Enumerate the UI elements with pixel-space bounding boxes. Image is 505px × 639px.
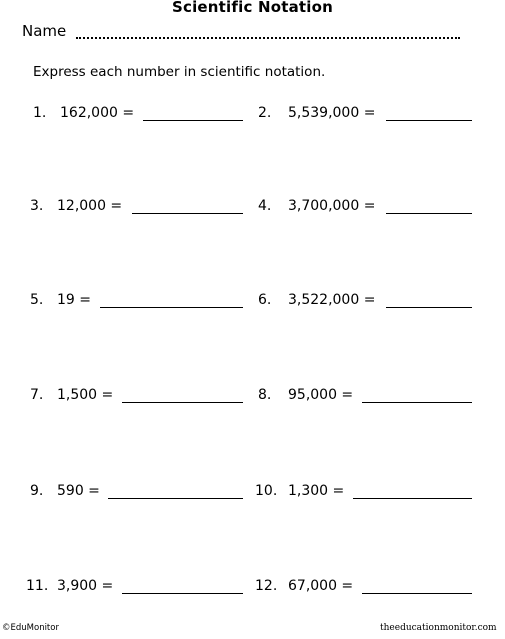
problem-number: 8. [258, 387, 272, 403]
problem-9 [30, 481, 245, 503]
problem-number: 5. [30, 292, 44, 308]
answer-line[interactable] [122, 402, 243, 403]
problem-expression: 5,539,000 = [288, 105, 376, 121]
problem-expression: 95,000 = [288, 387, 354, 403]
answer-line[interactable] [132, 213, 243, 214]
answer-line[interactable] [386, 213, 472, 214]
problem-11 [26, 576, 245, 598]
answer-line[interactable] [386, 120, 472, 121]
problem-2 [258, 103, 474, 125]
answer-line[interactable] [122, 593, 243, 594]
name-row [22, 21, 462, 43]
website-text: theeducationmonitor.com [380, 623, 497, 633]
instructions: Express each number in scientific notation. [33, 64, 326, 80]
problem-5 [30, 290, 245, 312]
answer-line[interactable] [362, 402, 472, 403]
problem-expression: 67,000 = [288, 578, 354, 594]
problem-number: 10. [255, 483, 278, 499]
problem-expression: 590 = [57, 483, 100, 499]
answer-line[interactable] [108, 498, 243, 499]
answer-line[interactable] [143, 120, 243, 121]
problem-number: 7. [30, 387, 44, 403]
problem-number: 1. [33, 105, 47, 121]
problem-number: 9. [30, 483, 44, 499]
problem-number: 6. [258, 292, 272, 308]
problem-expression: 162,000 = [60, 105, 135, 121]
name-label: Name [22, 22, 67, 40]
problem-12 [255, 576, 474, 598]
problem-10 [255, 481, 474, 503]
problem-number: 11. [26, 578, 49, 594]
problem-expression: 19 = [57, 292, 91, 308]
name-field[interactable] [76, 37, 460, 39]
problem-number: 3. [30, 198, 44, 214]
problem-number: 12. [255, 578, 278, 594]
problem-4 [258, 196, 474, 218]
answer-line[interactable] [362, 593, 472, 594]
answer-line[interactable] [100, 307, 243, 308]
problem-expression: 3,700,000 = [288, 198, 376, 214]
problem-7 [30, 385, 245, 407]
problem-number: 2. [258, 105, 272, 121]
problem-expression: 1,300 = [288, 483, 345, 499]
problem-6 [258, 290, 474, 312]
problem-3 [30, 196, 245, 218]
answer-line[interactable] [386, 307, 472, 308]
problem-expression: 3,900 = [57, 578, 114, 594]
worksheet-title: Scientific Notation [171, 0, 334, 16]
problem-expression: 1,500 = [57, 387, 114, 403]
problem-8 [258, 385, 474, 407]
problem-1 [33, 103, 245, 125]
problem-number: 4. [258, 198, 272, 214]
problem-expression: 3,522,000 = [288, 292, 376, 308]
answer-line[interactable] [353, 498, 472, 499]
problem-expression: 12,000 = [57, 198, 123, 214]
copyright-text: ©EduMonitor [2, 623, 59, 633]
